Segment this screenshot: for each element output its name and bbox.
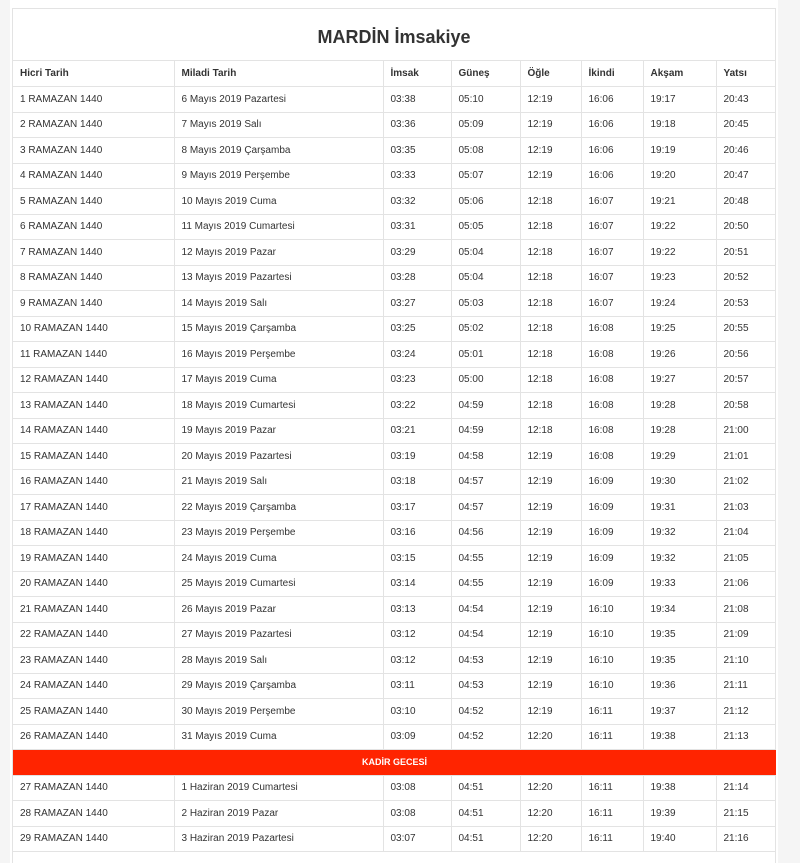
aksam-cell: 19:17: [643, 87, 716, 113]
aksam-cell: 19:35: [643, 648, 716, 674]
yatsi-cell: 21:02: [716, 469, 776, 495]
yatsi-cell: 21:11: [716, 673, 776, 699]
ogle-cell: 12:19: [520, 597, 581, 623]
ogle-cell: 12:19: [520, 546, 581, 572]
ogle-cell: 12:19: [520, 138, 581, 164]
hicri-tarih-cell: 6 RAMAZAN 1440: [13, 214, 174, 240]
imsakiye-card: [12, 8, 776, 863]
ogle-cell: 12:19: [520, 571, 581, 597]
table-row: [13, 571, 776, 597]
ogle-cell: 12:19: [520, 87, 581, 113]
imsak-cell: 03:38: [383, 87, 451, 113]
gunes-cell: 04:55: [451, 546, 520, 572]
imsak-cell: 03:35: [383, 138, 451, 164]
aksam-cell: 19:38: [643, 724, 716, 750]
aksam-cell: 19:28: [643, 418, 716, 444]
miladi-tarih-cell: 24 Mayıs 2019 Cuma: [174, 546, 383, 572]
imsak-cell: 03:29: [383, 240, 451, 266]
aksam-cell: 19:22: [643, 214, 716, 240]
table-row: [13, 214, 776, 240]
table-header-row: [13, 61, 776, 87]
hicri-tarih-cell: 11 RAMAZAN 1440: [13, 342, 174, 368]
gunes-cell: 04:59: [451, 393, 520, 419]
miladi-tarih-cell: 18 Mayıs 2019 Cumartesi: [174, 393, 383, 419]
hicri-tarih-cell: 29 RAMAZAN 1440: [13, 826, 174, 852]
header-yatsi: Yatsı: [716, 61, 776, 87]
imsak-cell: 03:22: [383, 393, 451, 419]
hicri-tarih-cell: 2 RAMAZAN 1440: [13, 112, 174, 138]
table-row: [13, 138, 776, 164]
aksam-cell: 19:39: [643, 801, 716, 827]
aksam-cell: 19:35: [643, 622, 716, 648]
aksam-cell: 19:27: [643, 367, 716, 393]
imsak-cell: 03:12: [383, 622, 451, 648]
ogle-cell: 12:18: [520, 214, 581, 240]
yatsi-cell: 20:48: [716, 189, 776, 215]
ikindi-cell: 16:07: [581, 214, 643, 240]
yatsi-cell: 21:01: [716, 444, 776, 470]
imsak-cell: 03:18: [383, 469, 451, 495]
hicri-tarih-cell: 20 RAMAZAN 1440: [13, 571, 174, 597]
ikindi-cell: 16:11: [581, 699, 643, 725]
ogle-cell: 12:18: [520, 367, 581, 393]
miladi-tarih-cell: 26 Mayıs 2019 Pazar: [174, 597, 383, 623]
ikindi-cell: 16:08: [581, 418, 643, 444]
aksam-cell: 19:21: [643, 189, 716, 215]
yatsi-cell: 20:58: [716, 393, 776, 419]
miladi-tarih-cell: 3 Haziran 2019 Pazartesi: [174, 826, 383, 852]
imsak-cell: 03:32: [383, 189, 451, 215]
gunes-cell: 04:51: [451, 801, 520, 827]
aksam-cell: 19:31: [643, 495, 716, 521]
aksam-cell: 19:18: [643, 112, 716, 138]
miladi-tarih-cell: 22 Mayıs 2019 Çarşamba: [174, 495, 383, 521]
imsak-cell: 03:17: [383, 495, 451, 521]
imsak-cell: 03:15: [383, 546, 451, 572]
miladi-tarih-cell: 29 Mayıs 2019 Çarşamba: [174, 673, 383, 699]
gunes-cell: 04:52: [451, 724, 520, 750]
gunes-cell: 05:09: [451, 112, 520, 138]
aksam-cell: 19:25: [643, 316, 716, 342]
imsak-cell: 03:11: [383, 673, 451, 699]
ogle-cell: 12:19: [520, 673, 581, 699]
ikindi-cell: 16:08: [581, 367, 643, 393]
ogle-cell: 12:19: [520, 163, 581, 189]
hicri-tarih-cell: 1 RAMAZAN 1440: [13, 87, 174, 113]
miladi-tarih-cell: 13 Mayıs 2019 Pazartesi: [174, 265, 383, 291]
hicri-tarih-cell: 3 RAMAZAN 1440: [13, 138, 174, 164]
ikindi-cell: 16:10: [581, 673, 643, 699]
miladi-tarih-cell: 11 Mayıs 2019 Cumartesi: [174, 214, 383, 240]
ogle-cell: 12:20: [520, 801, 581, 827]
yatsi-cell: 20:46: [716, 138, 776, 164]
aksam-cell: 19:32: [643, 520, 716, 546]
ogle-cell: 12:18: [520, 189, 581, 215]
imsak-cell: 03:10: [383, 699, 451, 725]
ikindi-cell: 16:09: [581, 469, 643, 495]
gunes-cell: 05:04: [451, 240, 520, 266]
miladi-tarih-cell: 21 Mayıs 2019 Salı: [174, 469, 383, 495]
header-ikindi: İkindi: [581, 61, 643, 87]
table-row: [13, 316, 776, 342]
imsak-cell: 03:08: [383, 775, 451, 801]
gunes-cell: 05:06: [451, 189, 520, 215]
ogle-cell: 12:18: [520, 316, 581, 342]
header-aksam: Akşam: [643, 61, 716, 87]
yatsi-cell: 21:05: [716, 546, 776, 572]
ikindi-cell: 16:07: [581, 291, 643, 317]
imsak-cell: 03:25: [383, 316, 451, 342]
table-row: [13, 724, 776, 750]
hicri-tarih-cell: 16 RAMAZAN 1440: [13, 469, 174, 495]
ogle-cell: 12:20: [520, 724, 581, 750]
imsak-cell: 03:12: [383, 648, 451, 674]
imsak-cell: 03:16: [383, 520, 451, 546]
hicri-tarih-cell: 8 RAMAZAN 1440: [13, 265, 174, 291]
miladi-tarih-cell: 17 Mayıs 2019 Cuma: [174, 367, 383, 393]
table-row: [13, 673, 776, 699]
table-row: [13, 444, 776, 470]
hicri-tarih-cell: 24 RAMAZAN 1440: [13, 673, 174, 699]
imsak-cell: 03:36: [383, 112, 451, 138]
table-row: [13, 291, 776, 317]
ikindi-cell: 16:07: [581, 265, 643, 291]
table-row: [13, 648, 776, 674]
imsak-cell: 03:08: [383, 801, 451, 827]
hicri-tarih-cell: 7 RAMAZAN 1440: [13, 240, 174, 266]
table-row: [13, 163, 776, 189]
hicri-tarih-cell: 9 RAMAZAN 1440: [13, 291, 174, 317]
yatsi-cell: 20:50: [716, 214, 776, 240]
ogle-cell: 12:19: [520, 469, 581, 495]
ikindi-cell: 16:11: [581, 775, 643, 801]
aksam-cell: 19:19: [643, 138, 716, 164]
aksam-cell: 19:20: [643, 163, 716, 189]
yatsi-cell: 21:04: [716, 520, 776, 546]
gunes-cell: 04:53: [451, 648, 520, 674]
table-row: [13, 597, 776, 623]
aksam-cell: 19:36: [643, 673, 716, 699]
ogle-cell: 12:19: [520, 112, 581, 138]
aksam-cell: 19:30: [643, 469, 716, 495]
table-row: [13, 520, 776, 546]
miladi-tarih-cell: 12 Mayıs 2019 Pazar: [174, 240, 383, 266]
hicri-tarih-cell: 12 RAMAZAN 1440: [13, 367, 174, 393]
table-row: [13, 826, 776, 852]
yatsi-cell: 21:09: [716, 622, 776, 648]
ogle-cell: 12:19: [520, 622, 581, 648]
gunes-cell: 05:01: [451, 342, 520, 368]
aksam-cell: 19:26: [643, 342, 716, 368]
header-imsak: İmsak: [383, 61, 451, 87]
table-row: [13, 367, 776, 393]
imsak-cell: 03:07: [383, 826, 451, 852]
table-row: [13, 87, 776, 113]
gunes-cell: 04:57: [451, 495, 520, 521]
imsak-cell: 03:27: [383, 291, 451, 317]
gunes-cell: 05:04: [451, 265, 520, 291]
yatsi-cell: 21:10: [716, 648, 776, 674]
gunes-cell: 04:51: [451, 826, 520, 852]
gunes-cell: 04:55: [451, 571, 520, 597]
table-row: [13, 189, 776, 215]
yatsi-cell: 21:12: [716, 699, 776, 725]
gunes-cell: 05:08: [451, 138, 520, 164]
gunes-cell: 05:10: [451, 87, 520, 113]
kadir-gecesi-row: [13, 750, 776, 776]
miladi-tarih-cell: 8 Mayıs 2019 Çarşamba: [174, 138, 383, 164]
aksam-cell: 19:28: [643, 393, 716, 419]
header-gunes: Güneş: [451, 61, 520, 87]
miladi-tarih-cell: 6 Mayıs 2019 Pazartesi: [174, 87, 383, 113]
hicri-tarih-cell: 21 RAMAZAN 1440: [13, 597, 174, 623]
ikindi-cell: 16:08: [581, 342, 643, 368]
table-row: [13, 393, 776, 419]
hicri-tarih-cell: 4 RAMAZAN 1440: [13, 163, 174, 189]
imsak-cell: 03:28: [383, 265, 451, 291]
miladi-tarih-cell: 25 Mayıs 2019 Cumartesi: [174, 571, 383, 597]
yatsi-cell: 21:06: [716, 571, 776, 597]
imsak-cell: 03:21: [383, 418, 451, 444]
ikindi-cell: 16:07: [581, 189, 643, 215]
hicri-tarih-cell: 5 RAMAZAN 1440: [13, 189, 174, 215]
table-row: [13, 418, 776, 444]
aksam-cell: 19:29: [643, 444, 716, 470]
miladi-tarih-cell: 23 Mayıs 2019 Perşembe: [174, 520, 383, 546]
yatsi-cell: 21:08: [716, 597, 776, 623]
hicri-tarih-cell: 28 RAMAZAN 1440: [13, 801, 174, 827]
gunes-cell: 05:07: [451, 163, 520, 189]
ikindi-cell: 16:09: [581, 546, 643, 572]
ikindi-cell: 16:09: [581, 520, 643, 546]
yatsi-cell: 21:15: [716, 801, 776, 827]
imsak-cell: 03:31: [383, 214, 451, 240]
miladi-tarih-cell: 14 Mayıs 2019 Salı: [174, 291, 383, 317]
table-row: [13, 265, 776, 291]
gunes-cell: 04:54: [451, 597, 520, 623]
aksam-cell: 19:32: [643, 546, 716, 572]
miladi-tarih-cell: 1 Haziran 2019 Cumartesi: [174, 775, 383, 801]
ogle-cell: 12:18: [520, 342, 581, 368]
yatsi-cell: 21:14: [716, 775, 776, 801]
miladi-tarih-cell: 7 Mayıs 2019 Salı: [174, 112, 383, 138]
table-row: [13, 775, 776, 801]
imsakiye-table: [13, 61, 776, 852]
miladi-tarih-cell: 28 Mayıs 2019 Salı: [174, 648, 383, 674]
yatsi-cell: 20:55: [716, 316, 776, 342]
ikindi-cell: 16:06: [581, 112, 643, 138]
yatsi-cell: 20:43: [716, 87, 776, 113]
imsak-cell: 03:13: [383, 597, 451, 623]
header-miladi-tarih: Miladi Tarih: [174, 61, 383, 87]
hicri-tarih-cell: 19 RAMAZAN 1440: [13, 546, 174, 572]
ogle-cell: 12:18: [520, 393, 581, 419]
ogle-cell: 12:18: [520, 291, 581, 317]
gunes-cell: 05:03: [451, 291, 520, 317]
yatsi-cell: 21:00: [716, 418, 776, 444]
yatsi-cell: 21:16: [716, 826, 776, 852]
hicri-tarih-cell: 26 RAMAZAN 1440: [13, 724, 174, 750]
ikindi-cell: 16:08: [581, 444, 643, 470]
table-row: [13, 240, 776, 266]
header-hicri-tarih: Hicri Tarih: [13, 61, 174, 87]
table-row: [13, 112, 776, 138]
ogle-cell: 12:19: [520, 520, 581, 546]
ikindi-cell: 16:10: [581, 622, 643, 648]
miladi-tarih-cell: 9 Mayıs 2019 Perşembe: [174, 163, 383, 189]
hicri-tarih-cell: 10 RAMAZAN 1440: [13, 316, 174, 342]
yatsi-cell: 20:56: [716, 342, 776, 368]
gunes-cell: 04:58: [451, 444, 520, 470]
ikindi-cell: 16:06: [581, 138, 643, 164]
imsak-cell: 03:19: [383, 444, 451, 470]
hicri-tarih-cell: 23 RAMAZAN 1440: [13, 648, 174, 674]
hicri-tarih-cell: 17 RAMAZAN 1440: [13, 495, 174, 521]
gunes-cell: 04:54: [451, 622, 520, 648]
aksam-cell: 19:37: [643, 699, 716, 725]
ogle-cell: 12:20: [520, 775, 581, 801]
table-row: [13, 469, 776, 495]
imsak-cell: 03:33: [383, 163, 451, 189]
gunes-cell: 05:02: [451, 316, 520, 342]
miladi-tarih-cell: 10 Mayıs 2019 Cuma: [174, 189, 383, 215]
gunes-cell: 05:00: [451, 367, 520, 393]
miladi-tarih-cell: 27 Mayıs 2019 Pazartesi: [174, 622, 383, 648]
yatsi-cell: 20:52: [716, 265, 776, 291]
miladi-tarih-cell: 15 Mayıs 2019 Çarşamba: [174, 316, 383, 342]
yatsi-cell: 20:51: [716, 240, 776, 266]
table-row: [13, 495, 776, 521]
aksam-cell: 19:24: [643, 291, 716, 317]
ikindi-cell: 16:10: [581, 648, 643, 674]
gunes-cell: 04:56: [451, 520, 520, 546]
miladi-tarih-cell: 2 Haziran 2019 Pazar: [174, 801, 383, 827]
yatsi-cell: 20:45: [716, 112, 776, 138]
aksam-cell: 19:40: [643, 826, 716, 852]
miladi-tarih-cell: 16 Mayıs 2019 Perşembe: [174, 342, 383, 368]
ikindi-cell: 16:10: [581, 597, 643, 623]
ogle-cell: 12:18: [520, 265, 581, 291]
hicri-tarih-cell: 25 RAMAZAN 1440: [13, 699, 174, 725]
ogle-cell: 12:19: [520, 495, 581, 521]
ikindi-cell: 16:09: [581, 571, 643, 597]
kadir-gecesi-label: KADİR GECESİ: [13, 750, 776, 776]
miladi-tarih-cell: 31 Mayıs 2019 Cuma: [174, 724, 383, 750]
gunes-cell: 04:53: [451, 673, 520, 699]
gunes-cell: 04:59: [451, 418, 520, 444]
imsak-cell: 03:09: [383, 724, 451, 750]
miladi-tarih-cell: 30 Mayıs 2019 Perşembe: [174, 699, 383, 725]
hicri-tarih-cell: 15 RAMAZAN 1440: [13, 444, 174, 470]
ikindi-cell: 16:09: [581, 495, 643, 521]
yatsi-cell: 21:13: [716, 724, 776, 750]
table-row: [13, 699, 776, 725]
ogle-cell: 12:20: [520, 826, 581, 852]
ogle-cell: 12:19: [520, 648, 581, 674]
aksam-cell: 19:33: [643, 571, 716, 597]
miladi-tarih-cell: 20 Mayıs 2019 Pazartesi: [174, 444, 383, 470]
hicri-tarih-cell: 27 RAMAZAN 1440: [13, 775, 174, 801]
gunes-cell: 05:05: [451, 214, 520, 240]
table-row: [13, 342, 776, 368]
page-title: MARDİN İmsakiye: [13, 9, 775, 61]
ogle-cell: 12:19: [520, 444, 581, 470]
hicri-tarih-cell: 14 RAMAZAN 1440: [13, 418, 174, 444]
ogle-cell: 12:19: [520, 699, 581, 725]
gunes-cell: 04:52: [451, 699, 520, 725]
gunes-cell: 04:51: [451, 775, 520, 801]
ikindi-cell: 16:11: [581, 801, 643, 827]
yatsi-cell: 20:53: [716, 291, 776, 317]
aksam-cell: 19:22: [643, 240, 716, 266]
ogle-cell: 12:18: [520, 418, 581, 444]
header-ogle: Öğle: [520, 61, 581, 87]
ikindi-cell: 16:08: [581, 393, 643, 419]
hicri-tarih-cell: 13 RAMAZAN 1440: [13, 393, 174, 419]
imsak-cell: 03:24: [383, 342, 451, 368]
table-row: [13, 801, 776, 827]
ikindi-cell: 16:11: [581, 724, 643, 750]
table-row: [13, 546, 776, 572]
ogle-cell: 12:18: [520, 240, 581, 266]
imsak-cell: 03:23: [383, 367, 451, 393]
aksam-cell: 19:34: [643, 597, 716, 623]
yatsi-cell: 20:47: [716, 163, 776, 189]
gunes-cell: 04:57: [451, 469, 520, 495]
aksam-cell: 19:23: [643, 265, 716, 291]
imsak-cell: 03:14: [383, 571, 451, 597]
ikindi-cell: 16:06: [581, 87, 643, 113]
hicri-tarih-cell: 18 RAMAZAN 1440: [13, 520, 174, 546]
table-row: [13, 622, 776, 648]
hicri-tarih-cell: 22 RAMAZAN 1440: [13, 622, 174, 648]
ikindi-cell: 16:07: [581, 240, 643, 266]
miladi-tarih-cell: 19 Mayıs 2019 Pazar: [174, 418, 383, 444]
ikindi-cell: 16:11: [581, 826, 643, 852]
aksam-cell: 19:38: [643, 775, 716, 801]
ikindi-cell: 16:06: [581, 163, 643, 189]
yatsi-cell: 21:03: [716, 495, 776, 521]
ikindi-cell: 16:08: [581, 316, 643, 342]
yatsi-cell: 20:57: [716, 367, 776, 393]
